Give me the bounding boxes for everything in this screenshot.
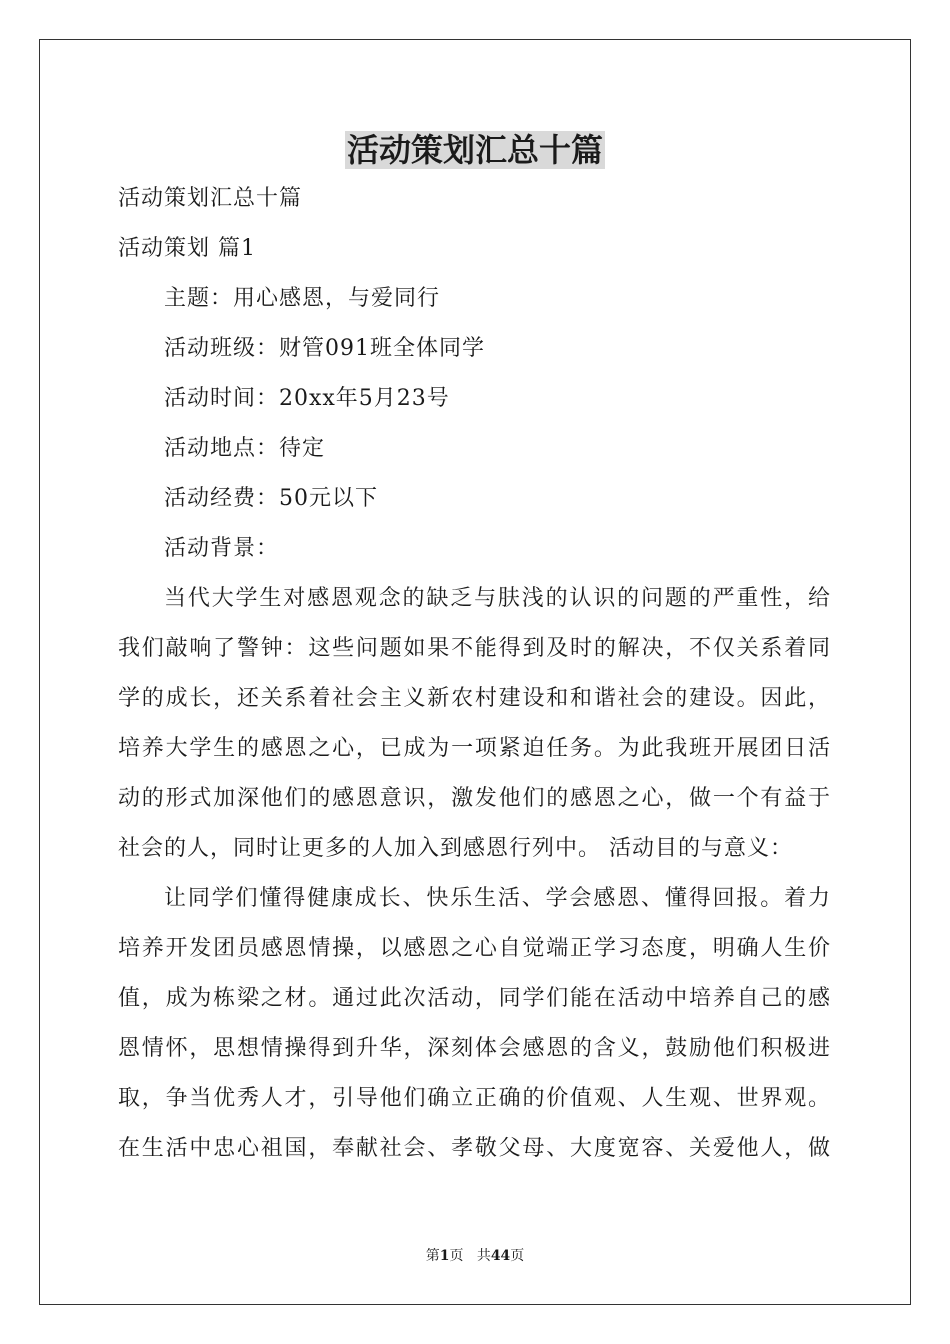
field-theme: 主题：用心感恩，与爱同行 — [164, 286, 441, 311]
paragraph-line: 学的成长，还关系着社会主义新农村建设和和谐社会的建设。因此， — [118, 686, 830, 711]
paragraph-line: 培养开发团员感恩情操，以感恩之心自觉端正学习态度，明确人生价 — [118, 936, 830, 961]
section-heading: 活动策划 篇1 — [118, 236, 256, 261]
field-budget: 活动经费：50元以下 — [164, 486, 378, 511]
document-title-text: 活动策划汇总十篇 — [346, 131, 603, 169]
document-subtitle: 活动策划汇总十篇 — [118, 186, 303, 211]
field-location: 活动地点：待定 — [164, 436, 326, 461]
document-title — [0, 128, 950, 172]
page-footer — [0, 1246, 950, 1266]
field-time: 活动时间：20xx年5月23号 — [164, 386, 450, 411]
paragraph-line: 让同学们懂得健康成长、快乐生活、学会感恩、懂得回报。着力 — [164, 886, 830, 911]
footer-page-number: 1 — [439, 1248, 450, 1264]
paragraph-line: 恩情怀，思想情操得到升华，深刻体会感恩的含义，鼓励他们积极进 — [118, 1036, 830, 1061]
field-background: 活动背景： — [164, 536, 280, 561]
footer-page-prefix: 第 — [425, 1248, 440, 1264]
footer-total-pages: 44 — [490, 1248, 511, 1264]
paragraph-line: 在生活中忠心祖国，奉献社会、孝敬父母、大度宽容、关爱他人，做 — [118, 1136, 830, 1161]
footer-total-prefix: 共 — [476, 1248, 491, 1264]
page-border — [39, 39, 911, 1305]
paragraph-line: 值，成为栋梁之材。通过此次活动，同学们能在活动中培养自己的感 — [118, 986, 830, 1011]
paragraph-line: 培养大学生的感恩之心，已成为一项紧迫任务。为此我班开展团日活 — [118, 736, 830, 761]
field-class: 活动班级：财管091班全体同学 — [164, 336, 485, 361]
paragraph-line: 社会的人，同时让更多的人加入到感恩行列中。 活动目的与意义： — [118, 836, 793, 861]
footer-total-suffix: 页 — [510, 1248, 525, 1264]
paragraph-line: 动的形式加深他们的感恩意识，激发他们的感恩之心，做一个有益于 — [118, 786, 830, 811]
paragraph-line: 取，争当优秀人才，引导他们确立正确的价值观、人生观、世界观。 — [118, 1086, 830, 1111]
paragraph-line: 当代大学生对感恩观念的缺乏与肤浅的认识的问题的严重性，给 — [164, 586, 830, 611]
paragraph-line: 我们敲响了警钟：这些问题如果不能得到及时的解决，不仅关系着同 — [118, 636, 830, 661]
footer-page-suffix: 页 — [449, 1248, 464, 1264]
